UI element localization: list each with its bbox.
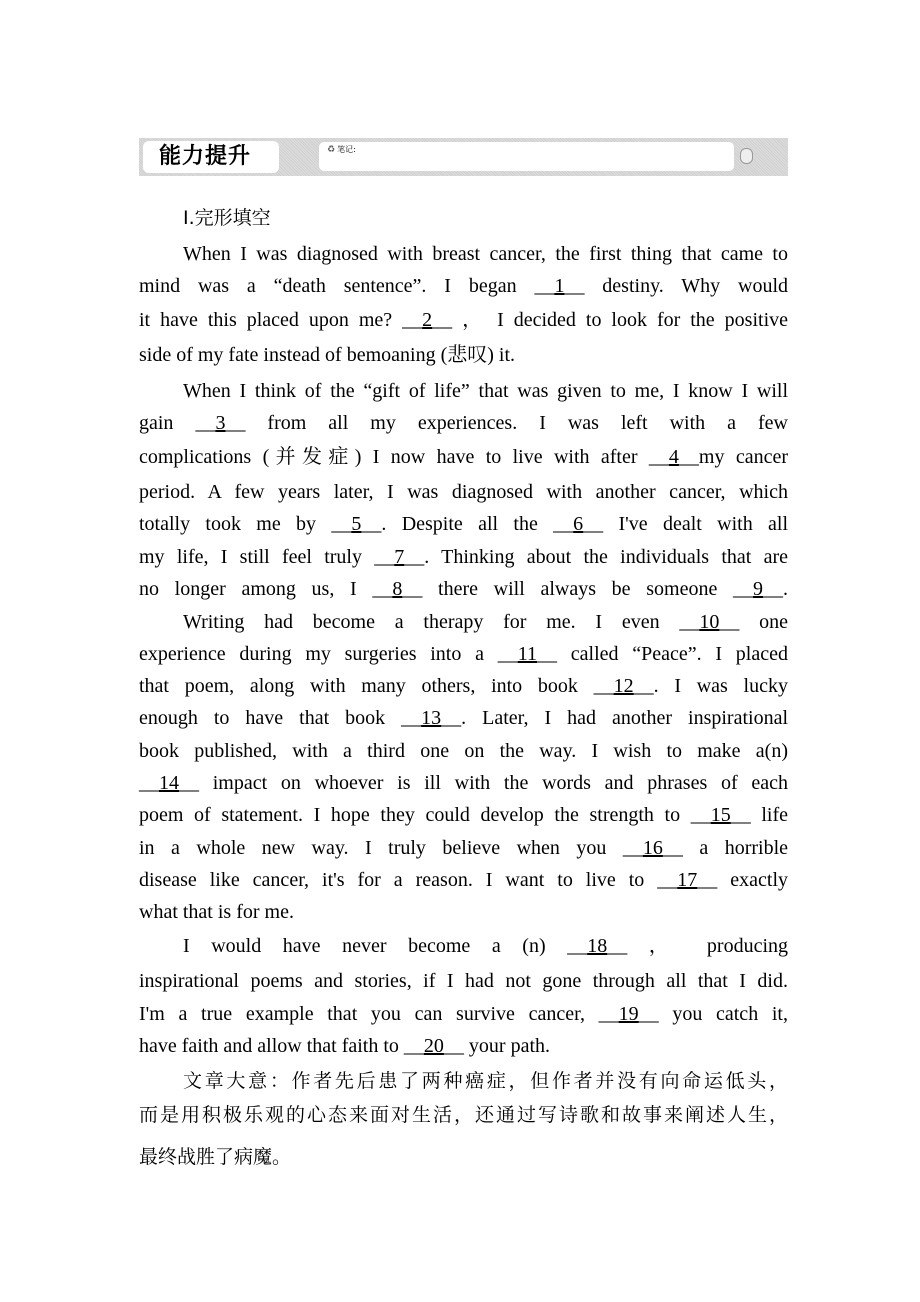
blank: __12__ — [593, 675, 654, 697]
passage-line: it have this placed upon me? __2__ ， I decided to look for the positive — [139, 309, 788, 331]
blank: __15__ — [690, 804, 751, 826]
passage-line: in a whole new way. I truly believe when you __16__ a horrible — [139, 837, 789, 859]
blank: __8__ — [372, 578, 423, 600]
blank: __4__ — [648, 446, 699, 468]
passage-line: I would have never become a (n) __18__ ， producing — [183, 935, 789, 957]
passage-line: book published, with a third one on the way. I wish to make a(n) — [139, 740, 788, 762]
passage-line: disease like cancer, it's for a reason. I want to live to __17__ exactly — [139, 869, 788, 891]
blank: __19__ — [598, 1003, 659, 1025]
blank: __17__ — [657, 869, 718, 891]
blank: __3__ — [195, 412, 246, 434]
recycle-icon: ♻ — [327, 145, 336, 155]
passage-line: 文章大意：作者先后患了两种癌症，但作者并没有向命运低头， — [183, 1070, 788, 1092]
passage-line: 最终战胜了病魔。 — [139, 1146, 292, 1168]
passage-line: have faith and allow that faith to __20__ your path. — [139, 1035, 551, 1057]
passage-line: complications (并发症) I now have to live with after __4__my cancer — [139, 446, 788, 468]
blank: __13__ — [401, 707, 462, 729]
passage-line: __14__ impact on whoever is ill with the words and phrases of each — [139, 772, 788, 794]
passage-line: that poem, along with many others, into book __12__. I was lucky — [139, 675, 788, 697]
blank: __11__ — [497, 643, 557, 665]
passage-line: 而是用积极乐观的心态来面对生活，还通过写诗歌和故事来阐述人生， — [139, 1104, 788, 1126]
blank: __7__ — [374, 546, 425, 568]
blank: __6__ — [553, 513, 604, 535]
blank: __20__ — [403, 1035, 464, 1057]
blank: __5__ — [331, 513, 382, 535]
passage-line: totally took me by __5__. Despite all the __6__ I've dealt with all — [139, 513, 788, 535]
clip-icon — [740, 148, 753, 164]
passage-line: side of my fate instead of bemoaning (悲叹) it. — [139, 344, 516, 366]
passage-line: When I was diagnosed with breast cancer, the first thing that came to — [183, 243, 788, 265]
passage-line: poem of statement. I hope they could develop the strength to __15__ life — [139, 804, 789, 826]
passage-line: enough to have that book __13__. Later, I had another inspirational — [139, 707, 789, 729]
passage-line: period. A few years later, I was diagnosed with another cancer, which — [139, 481, 788, 503]
notes-box — [319, 142, 734, 171]
passage-line: mind was a “death sentence”. I began __1__ destiny. Why would — [139, 275, 789, 297]
blank: __10__ — [679, 611, 740, 633]
blank: __9__ — [733, 578, 783, 600]
passage-line: no longer among us, I __8__ there will always be someone __9__. — [139, 578, 788, 600]
passage-line: gain __3__ from all my experiences. I was left with a few — [139, 412, 789, 434]
notes-label: 笔记: — [337, 145, 356, 154]
blank: __18__ — [567, 935, 628, 957]
passage-line: I'm a true example that you can survive cancer, __19__ you catch it, — [139, 1003, 788, 1025]
blank: __14__ — [139, 772, 199, 794]
passage-line: what that is for me. — [139, 901, 294, 923]
blank: __2__ — [402, 309, 453, 331]
passage-line: inspirational poems and stories, if I had not gone through all that I did. — [139, 970, 788, 992]
passage-line: Writing had become a therapy for me. I even __10__ one — [183, 611, 788, 633]
passage-line: When I think of the “gift of life” that was given to me, I know I will — [183, 380, 788, 402]
section-banner — [139, 138, 788, 176]
banner-title: 能力提升 — [143, 141, 279, 173]
section-title: Ⅰ.完形填空 — [183, 207, 271, 229]
passage-line: experience during my surgeries into a __11__ called “Peace”. I placed — [139, 643, 788, 665]
blank: __1__ — [534, 275, 585, 297]
blank: __16__ — [622, 837, 683, 859]
passage-line: my life, I still feel truly __7__. Thinking about the individuals that are — [139, 546, 788, 568]
